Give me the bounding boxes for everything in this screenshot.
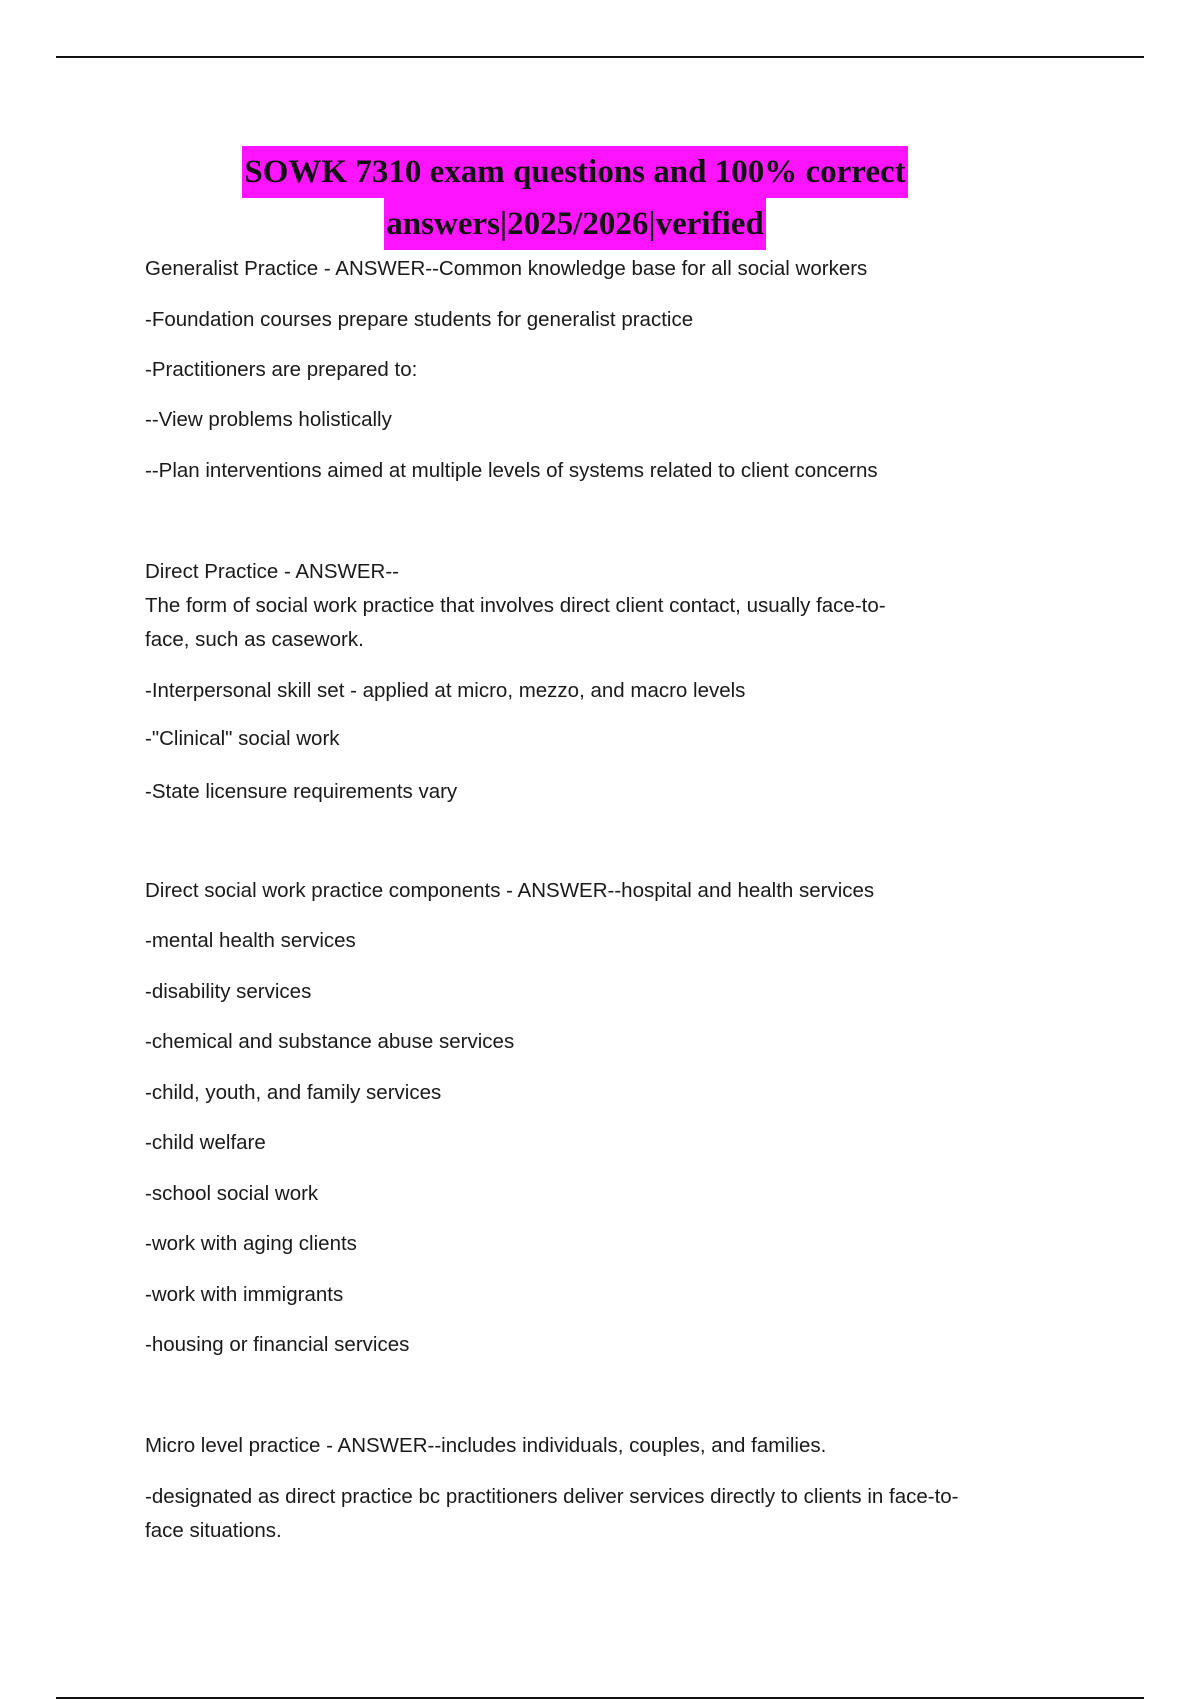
text-line: -Foundation courses prepare students for generalist practice [145, 308, 694, 331]
document-title [150, 146, 1000, 250]
text-line: --View problems holistically [145, 408, 392, 431]
text-line: -school social work [145, 1182, 319, 1205]
title-line-2: answers|2025/2026|verified [384, 198, 766, 250]
text-line: -work with aging clients [145, 1232, 357, 1255]
text-line: The form of social work practice that involves direct client contact, usually face-to- [145, 594, 886, 617]
text-line: Direct social work practice components - ANSWER--hospital and health services [145, 879, 875, 902]
text-line: face situations. [145, 1519, 282, 1542]
top-rule [56, 56, 1144, 58]
text-line: -"Clinical" social work [145, 727, 340, 750]
text-line: -chemical and substance abuse services [145, 1030, 515, 1053]
text-line: -mental health services [145, 929, 356, 952]
text-line: -housing or financial services [145, 1333, 410, 1356]
bottom-rule [56, 1697, 1144, 1699]
text-line: -designated as direct practice bc practitioners deliver services directly to clients in face-to- [145, 1485, 959, 1508]
text-line: -Interpersonal skill set - applied at micro, mezzo, and macro levels [145, 679, 746, 702]
text-line: Generalist Practice - ANSWER--Common knowledge base for all social workers [145, 257, 868, 280]
text-line: -Practitioners are prepared to: [145, 358, 418, 381]
text-line: -State licensure requirements vary [145, 780, 458, 803]
text-line: --Plan interventions aimed at multiple levels of systems related to client concerns [145, 459, 878, 482]
title-line-1: SOWK 7310 exam questions and 100% correct [242, 146, 907, 198]
text-line: Micro level practice - ANSWER--includes individuals, couples, and families. [145, 1434, 827, 1457]
text-line: -disability services [145, 980, 312, 1003]
text-line: -child welfare [145, 1131, 266, 1154]
text-line: -child, youth, and family services [145, 1081, 442, 1104]
text-line: face, such as casework. [145, 628, 364, 651]
text-line: Direct Practice - ANSWER-- [145, 560, 399, 583]
text-line: -work with immigrants [145, 1283, 344, 1306]
